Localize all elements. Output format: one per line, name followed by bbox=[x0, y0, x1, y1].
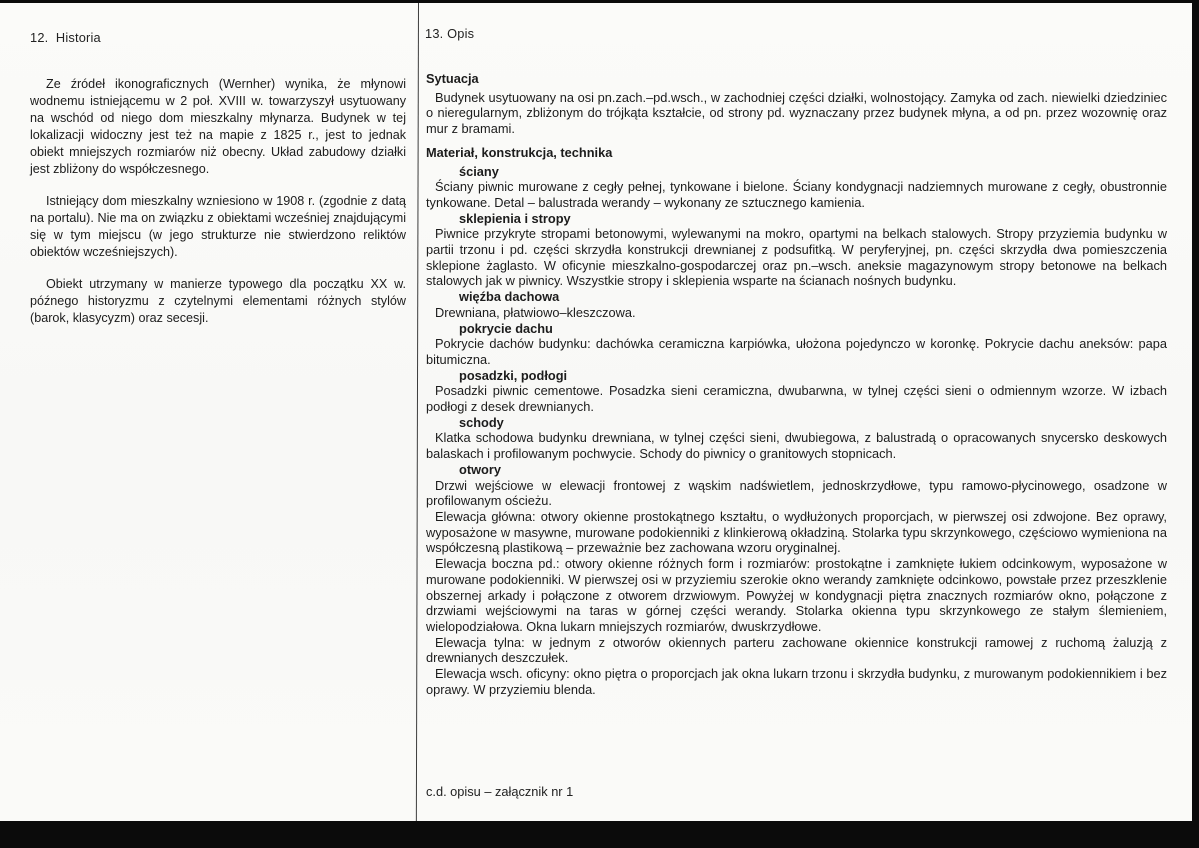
opis-paragraph: Elewacja boczna pd.: otwory okienne różnych form i rozmiarów: prostokątne i zamknięte łukiem odcinkowym, wyposażone w murowane podokienniki. W pierwszej osi w przyziemiu szerokie okno werandy zamknięte odcinkowo, powstałe przez przeszklenie obszernej arkady i połączone z otworem drzwiowym. Powyżej w kondygnacji piętra znacznych rozmiarów okno, połączone z drzwiami wejściowymi na taras w górnej części werandy. Stolarka okienna typu skrzynkowego ze stałym ślemieniem, wielopodziałowa. Okna lukarn mniejszych rozmiarów, dwuskrzydłowe. bbox=[426, 556, 1167, 634]
historia-paragraph: Ze źródeł ikonograficznych (Wernher) wynika, że młynowi wodnemu istniejącemu w 2 poł. XVIII w. towarzyszył usytuowany na wschód od niego dom mieszkalny młynarza. Budynek w tej lokalizacji widoczny jest też na mapie z 1825 r., jest to jednak obiekt mniejszych rozmiarów niż obecny. Układ zabudowy działki jest zbliżony do współczesnego. bbox=[30, 77, 406, 176]
opis-column bbox=[426, 71, 1167, 697]
opis-subheading-pokrycie: pokrycie dachu bbox=[459, 320, 553, 336]
opis-paragraph: Drzwi wejściowe w elewacji frontowej z wąskim nadświetlem, jednoskrzydłowe, typu ramowo-płycinowego, osadzone w profilowanym ościeżu. bbox=[426, 477, 1167, 509]
opis-subheading-otwory: otwory bbox=[459, 461, 501, 477]
column-divider bbox=[416, 3, 419, 821]
historia-paragraph: Istniejący dom mieszkalny wzniesiono w 1908 r. (zgodnie z datą na portalu). Nie ma on związku z obiektami wcześniej znajdującymi się w tym miejscu (w jego strukturze nie stwierdzono reliktów obiektów wcześniejszych). bbox=[30, 194, 406, 259]
opis-subheading-sciany: ściany bbox=[459, 163, 499, 179]
opis-subheading-sklepienia: sklepienia i stropy bbox=[459, 210, 571, 226]
opis-heading-sytuacja: Sytuacja bbox=[426, 71, 479, 86]
opis-paragraph: Budynek usytuowany na osi pn.zach.–pd.wsch., w zachodniej części działki, wolnostojący. Zamyka od zach. niewielki dziedziniec o nieregularnym, zbliżonym do trójkąta kształcie, od strony pd. wyznaczany przez budynek młyna, a od pn. przez wozownię oraz mur z bramami. bbox=[426, 89, 1167, 137]
historia-column bbox=[30, 76, 406, 342]
scanned-document-page bbox=[0, 3, 1192, 821]
opis-subheading-schody: schody bbox=[459, 414, 504, 430]
opis-paragraph: Posadzki piwnic cementowe. Posadzka sieni ceramiczna, dwubarwna, w tylnej części sieni o odmiennym wzorze. W izbach podłogi z desek drewnianych. bbox=[426, 383, 1167, 415]
section-label-opis: 13. Opis bbox=[425, 26, 475, 41]
opis-heading-material: Materiał, konstrukcja, technika bbox=[426, 144, 613, 160]
historia-paragraph: Obiekt utrzymany w manierze typowego dla początku XX w. późnego historyzmu z czytelnymi elementami różnych stylów (barok, klasycyzm) oraz secesji. bbox=[30, 277, 406, 325]
opis-subheading-posadzki: posadzki, podłogi bbox=[459, 367, 568, 383]
opis-paragraph: Elewacja wsch. oficyny: okno piętra o proporcjach jak okna lukarn trzonu i skrzydła budynku, z murowanym podokiennikiem i bez oprawy. W przyziemiu blenda. bbox=[426, 666, 1167, 697]
section-label-historia: 12. Historia bbox=[30, 30, 101, 45]
opis-paragraph: Klatka schodowa budynku drewniana, w tylnej części sieni, dwubiegowa, z balustradą o opracowanych snycersko deskowych balaskach i profilowanym pochwycie. Schody do piwnicy o granitowych stopnicach. bbox=[426, 430, 1167, 462]
continuation-note: c.d. opisu – załącznik nr 1 bbox=[426, 784, 574, 799]
opis-paragraph: Elewacja główna: otwory okienne prostokątnego kształtu, o wydłużonych proporcjach, w pierwszej osi zdwojone. Bez oprawy, wyposażone w masywne, murowane podokienniki z klinkierową okładziną. Stolarka typu skrzynkowego, częściowo wymieniona na współczesną plastikową – przeważnie bez zachowana wzoru oryginalnej. bbox=[426, 508, 1167, 556]
opis-paragraph: Drewniana, płatwiowo–kleszczowa. bbox=[435, 304, 636, 320]
opis-paragraph: Ściany piwnic murowane z cegły pełnej, tynkowane i bielone. Ściany kondygnacji nadziemnych murowane z cegły, obustronnie tynkowane. Detal – balustrada werandy – wykonany ze sztucznego kamienia. bbox=[426, 179, 1167, 210]
opis-paragraph: Piwnice przykryte stropami betonowymi, wylewanymi na mokro, opartymi na belkach stalowych. Stropy przyziemia budynku w partii trzonu i pd. części skrzydła konstrukcji drewnianej z podsufitką. W peryferyjnej, pn. części skrzydła dwa pomieszczenia sklepione żaglasto. W oficynie mieszkalno-gospodarczej oraz pn.–wsch. aneksie magazynowym stropy betonowe na belkach stalowych jak w piwnicy. Wszystkie stropy i sklepienia wsparte na ścianach nośnych budynku. bbox=[426, 226, 1167, 289]
opis-paragraph: Pokrycie dachów budynku: dachówka ceramiczna karpiówka, ułożona pojedynczo w koronkę. Pokrycie dachu aneksów: papa bitumiczna. bbox=[426, 336, 1167, 367]
opis-paragraph: Elewacja tylna: w jednym z otworów okiennych parteru zachowane okiennice konstrukcji ramowej z ruchomą żaluzją z drewnianych deszczułek. bbox=[426, 634, 1167, 666]
opis-subheading-wiezba: więźba dachowa bbox=[459, 289, 560, 305]
